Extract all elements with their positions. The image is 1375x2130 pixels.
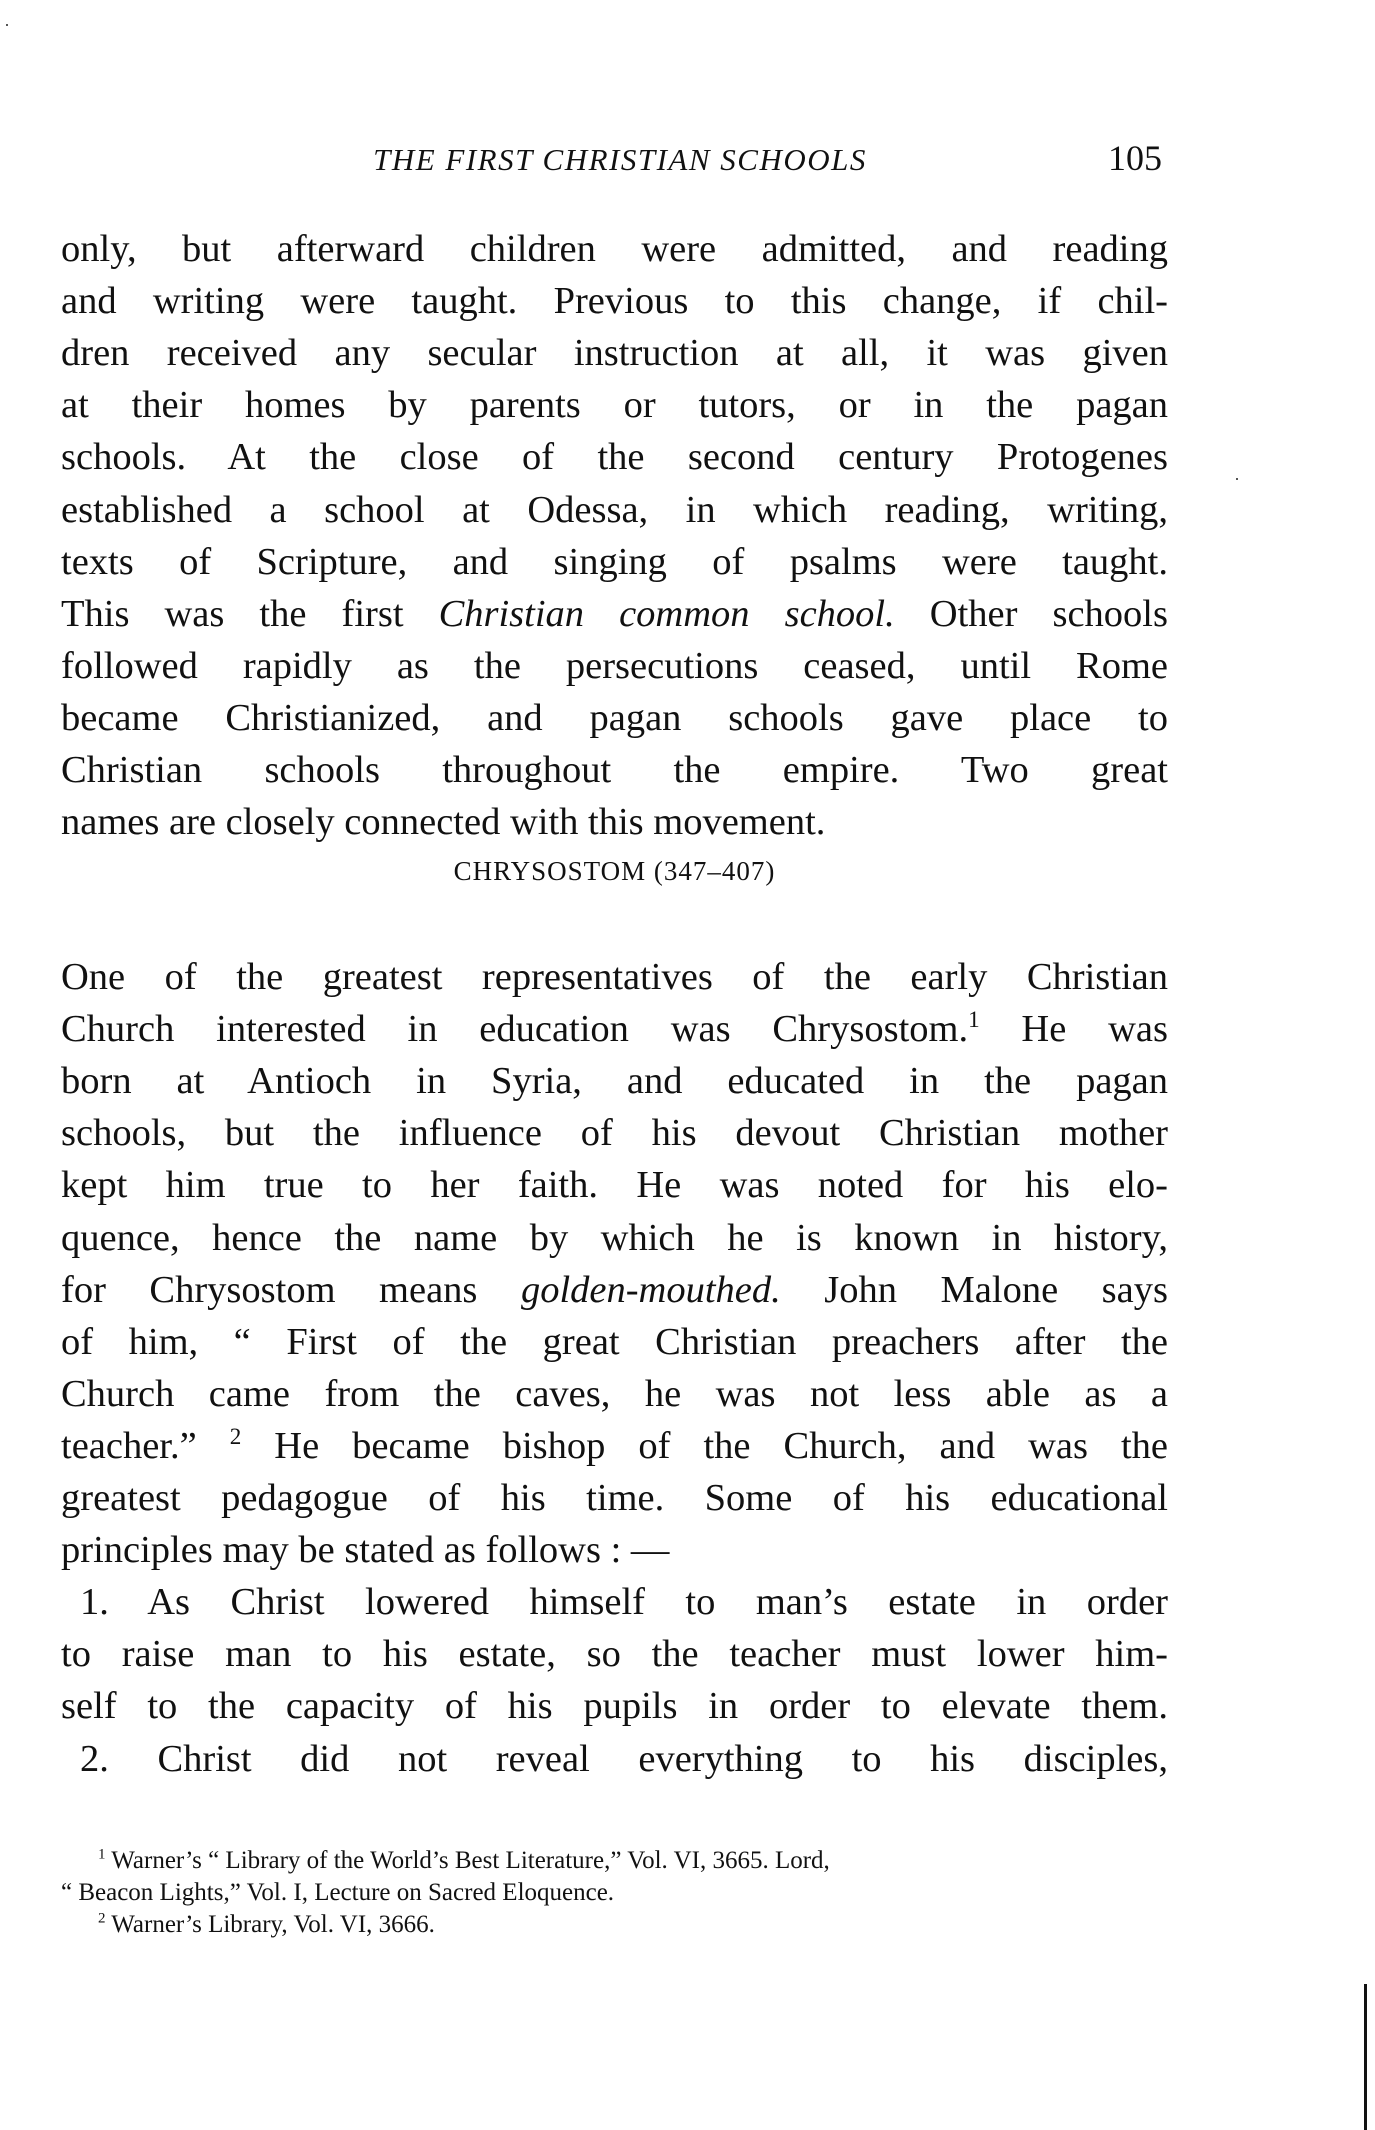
text-line [61, 327, 1168, 379]
text-line [61, 379, 1168, 431]
text-run: texts of Scripture, and singing of psalms were taught. [61, 540, 1168, 583]
text-line [61, 1212, 1168, 1264]
text-run: became Christianized, and pagan schools gave place to [61, 696, 1168, 739]
text-line [61, 1316, 1168, 1368]
text-line [61, 640, 1168, 692]
text-run: of him, “ First of the great Christian preachers after the [61, 1320, 1168, 1363]
text-line [61, 1628, 1168, 1680]
text-line [61, 692, 1168, 744]
text-line [61, 223, 1168, 275]
text-line [80, 1733, 1168, 1785]
text-run: principles may be stated as follows : — [61, 1529, 670, 1572]
text-line [61, 1680, 1168, 1732]
text-run: teacher.” [61, 1424, 230, 1467]
text-line [61, 275, 1168, 327]
text-run: and writing were taught. Previous to this change, if chil- [61, 280, 1168, 323]
text-line [61, 1003, 1168, 1055]
text-run: schools, but the influence of his devout Christian mother [61, 1112, 1168, 1155]
text-run: One of the greatest representatives of the early Christian [61, 956, 1168, 998]
text-run: He became bishop of the Church, and was the [241, 1424, 1168, 1467]
text-line [61, 951, 1168, 1003]
text-line [61, 1524, 1168, 1576]
text-run: “ Beacon Lights,” Vol. I, Lecture on Sacred Eloquence. [61, 1879, 615, 1906]
text-run: Church came from the caves, he was not less able as a [61, 1372, 1168, 1415]
running-title: THE FIRST CHRISTIAN SCHOOLS [373, 142, 867, 177]
text-run: Warner’s Library, Vol. VI, 3666. [105, 1911, 435, 1938]
text-run: Other schools [894, 592, 1168, 635]
text-line [61, 431, 1168, 483]
text-run: 2. Christ did not reveal everything to his disciples, [80, 1737, 1168, 1780]
section-heading: CHRYSOSTOM (347–407) [453, 856, 776, 886]
italic-text: golden-mouthed. [520, 1268, 781, 1311]
text-run: Warner’s “ Library of the World’s Best Literature,” Vol. VI, 3665. Lord, [105, 1847, 830, 1874]
text-line [61, 1055, 1168, 1107]
text-line [61, 1420, 1168, 1472]
text-run: to raise man to his estate, so the teacher must lower him- [61, 1633, 1168, 1676]
footnote-ref: 2 [98, 1910, 106, 1927]
text-line [61, 796, 1168, 848]
text-run: This was the first [61, 592, 439, 635]
text-run: at their homes by parents or tutors, or in the pagan [61, 384, 1168, 427]
text-run: self to the capacity of his pupils in order to elevate them. [61, 1685, 1168, 1728]
page-edge-line [1364, 1984, 1367, 2130]
text-line [61, 484, 1168, 536]
text-run: John Malone says [780, 1268, 1168, 1311]
text-run: dren received any secular instruction at all, it was given [61, 332, 1168, 375]
text-line [61, 1159, 1168, 1211]
italic-text: Christian common school. [438, 592, 895, 635]
footnote-ref: 1 [968, 1006, 980, 1033]
text-run: Christian schools throughout the empire. Two great [61, 749, 1168, 791]
text-run: quence, hence the name by which he is known in history, [61, 1216, 1168, 1259]
text-run: for Chrysostom means [61, 1268, 521, 1311]
text-line [61, 1107, 1168, 1159]
scan-speck [1236, 478, 1238, 480]
text-run: followed rapidly as the persecutions ceased, until Rome [61, 644, 1168, 687]
text-line [61, 536, 1168, 588]
text-run: 1. As Christ lowered himself to man’s estate in order [80, 1581, 1168, 1624]
footnote-ref: 1 [98, 1846, 106, 1863]
text-line [61, 1472, 1168, 1524]
text-line [61, 588, 1168, 640]
text-run: born at Antioch in Syria, and educated in the pagan [61, 1060, 1168, 1103]
text-run: He was [979, 1008, 1168, 1051]
text-line [61, 1264, 1168, 1316]
scan-speck [6, 24, 8, 26]
text-run: schools. At the close of the second century Protogenes [61, 436, 1168, 479]
text-run: kept him true to her faith. He was noted for his elo- [61, 1164, 1168, 1207]
text-run: Church interested in education was Chrysostom. [61, 1008, 969, 1051]
footnote-ref: 2 [229, 1423, 242, 1450]
footnote-line [61, 1878, 614, 1908]
footnote-line [98, 1910, 435, 1940]
page-number: 105 [1108, 138, 1162, 178]
text-line [80, 1576, 1168, 1628]
text-line [61, 1368, 1168, 1420]
text-run: names are closely connected with this movement. [61, 801, 826, 844]
text-run: only, but afterward children were admitted, and reading [61, 228, 1168, 270]
footnote-line [98, 1846, 830, 1876]
text-run: established a school at Odessa, in which reading, writing, [61, 488, 1168, 531]
text-line [61, 744, 1168, 796]
text-run: greatest pedagogue of his time. Some of his educational [61, 1477, 1168, 1519]
